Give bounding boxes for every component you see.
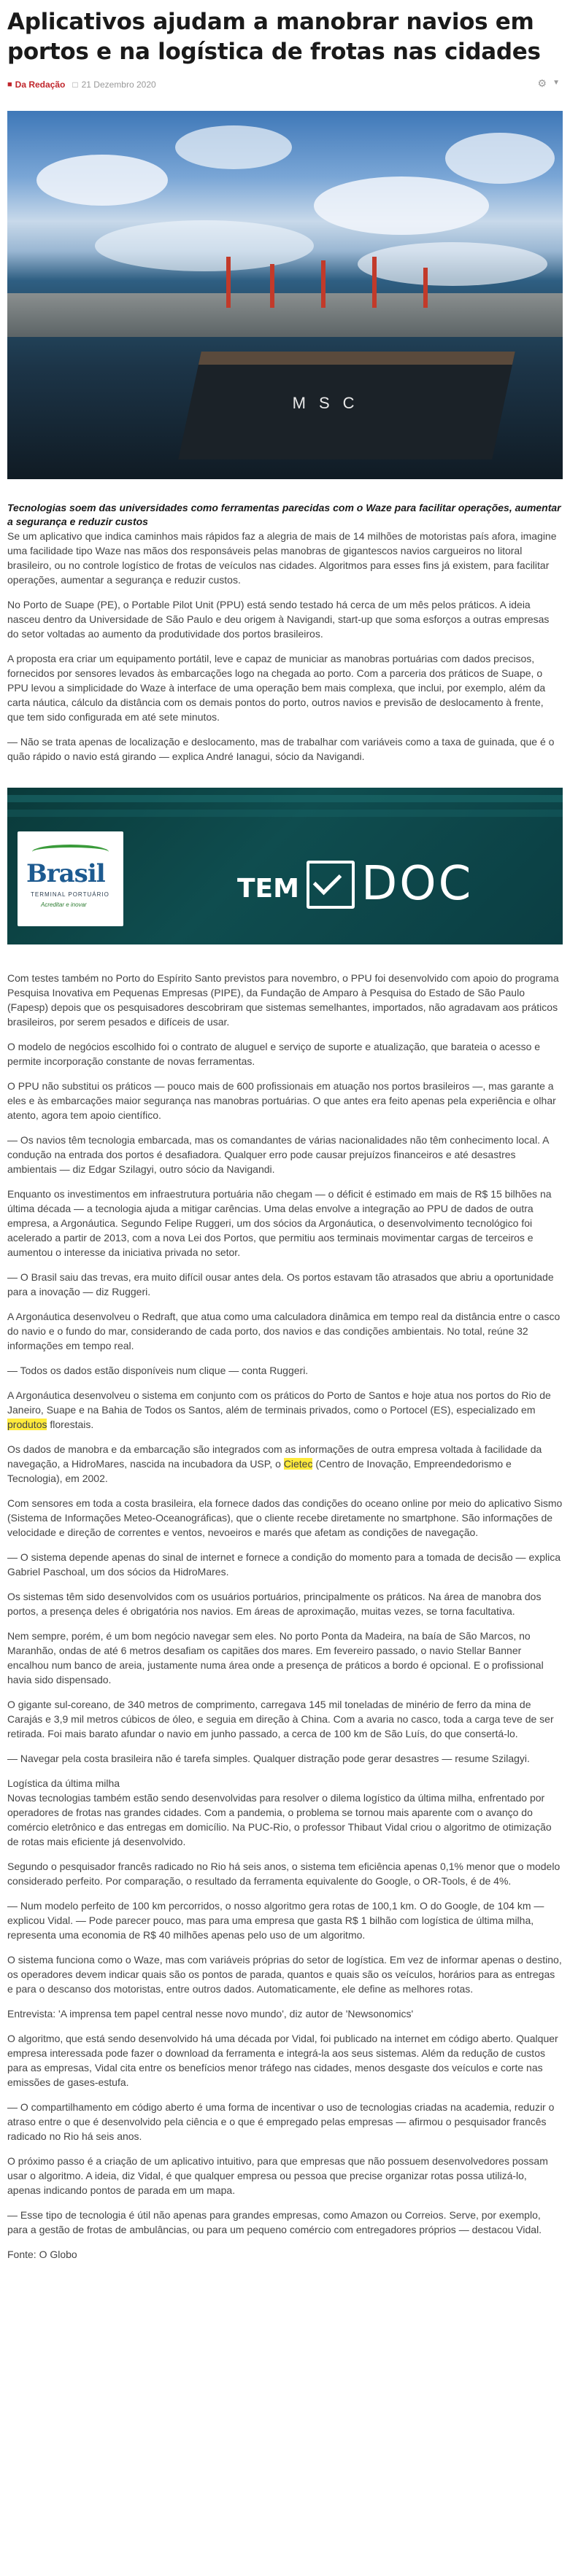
- logo-name: Brasil: [26, 859, 105, 888]
- paragraph: — O compartilhamento em código aberto é uma forma de incentivar o uso de tecnologias criadas na academia, reduzir o atraso entre o que é desenvolvido pela ciência e o que é empregado pelas empresas — afirmou o pesquisador francês radicado no Rio há seis anos.: [7, 2101, 555, 2142]
- paragraph: Com sensores em toda a costa brasileira, ela fornece dados das condições do oceano online por meio do aplicativo Sismo (Sistema de Informações Meteo-Oceanográficas), que o cliente recebe diretamente no smartphone. São informações de velocidade e direção de correntes e ventos, nevoeiros e marés que afetam as condições de navegação.: [7, 1497, 563, 1538]
- paragraph: O PPU não substitui os práticos — pouco mais de 600 profissionais em atuação nos portos brasileiros —, mas garante a eles e às embarcações maior segurança nas manobras portuárias. O que antes era feito apenas pela experiência e olhar atento, agora tem apoio científico.: [7, 1080, 556, 1121]
- section-heading: Logística da última milha: [7, 1777, 120, 1789]
- image-caption: Tecnologias soem das universidades como ferramentas parecidas com o Waze para facilitar operações, aumentar a segurança e reduzir custos: [7, 502, 561, 527]
- logo-sub: TERMINAL PORTUÁRIO: [31, 891, 109, 898]
- related-link[interactable]: Entrevista: 'A imprensa tem papel central nesse novo mundo', diz autor de 'Newsonomics': [7, 2008, 414, 2020]
- paragraph: Os dados de manobra e da embarcação são integrados com as informações de outra empresa voltada à facilidade da navegação, a HidroMares, nascida na incubadora da USP, o Cietec (Centro de Inovação, Empreendedorismo e Tecnologia), em 2002.: [7, 1443, 542, 1484]
- author-link[interactable]: Da Redação: [15, 79, 66, 90]
- paragraph: O algoritmo, que está sendo desenvolvido há uma década por Vidal, foi publicado na internet em código aberto. Qualquer empresa interessada pode fazer o download da ferramenta e integrá-la aos seus sistemas. Além da redução de custos para as empresas, Vidal cita entre os benefícios menor tráfego nas cidades, menos desgaste dos veículos e corte nas emissões de gases-estufa.: [7, 2033, 558, 2088]
- paragraph: Com testes também no Porto do Espírito Santo previstos para novembro, o PPU foi desenvolvido com apoio do programa Pesquisa Inovativa em Pequenas Empresas (PIPE), da Fundação de Amparo à Pesquisa do Estado de São Paulo (Fapesp) depois que os pesquisadores descobriram que sistemas semelhantes, importados, não agradavam aos práticos brasileiros, por serem pesados e difíceis de usar.: [7, 972, 559, 1028]
- article-meta: [7, 76, 563, 93]
- paragraph: — Os navios têm tecnologia embarcada, mas os comandantes de várias nacionalidades não têm conhecimento local. A condução na entrada dos portos é desafiadora. Qualquer erro pode causar prejuízos financeiros e até desastres ambientais — diz Edgar Szilagyi, outro sócio da Navigandi.: [7, 1134, 549, 1175]
- paragraph: Nem sempre, porém, é um bom negócio navegar sem eles. No porto Ponta da Madeira, na baía de São Marcos, no Maranhão, ondas de até 6 metros desafiam os capitães dos mares. Em fevereiro passado, o navio Stellar Banner encalhou num banco de areia, justamente numa área onde a presença de práticos a bordo é opcional. E o profissional havia sido dispensado.: [7, 1630, 544, 1685]
- paragraph: — O Brasil saiu das trevas, era muito difícil ousar antes dela. Os portos estavam tão atrasados que abriu a oportunidade para a inovação — diz Ruggeri.: [7, 1271, 554, 1297]
- paragraph: A Argonáutica desenvolveu o Redraft, que atua como uma calculadora dinâmica em tempo real da distância entre o casco do navio e o fundo do mar, considerando de cada porto, dos navios e das condições ambientais. No total, reúne 32 informações em tempo real.: [7, 1311, 561, 1351]
- paragraph: Segundo o pesquisador francês radicado no Rio há seis anos, o sistema tem eficiência apenas 0,1% menor que o modelo considerado perfeito. Por comparação, o resultado da ferramenta equivalente do Google, o OR-Tools, é de 4%.: [7, 1861, 561, 1887]
- paragraph: Novas tecnologias também estão sendo desenvolvidas para resolver o dilema logístico da última milha, enfrentado por operadores de frotas nas grandes cidades. Com a pandemia, o problema se tornou mais aparente com o avanço do comércio eletrônico e das entregas em domicílio. Na PUC-Rio, o professor Thibaut Vidal criou o algoritmo de otimização de rotas mais eficiente já desenvolvido.: [7, 1792, 552, 1847]
- highlighted-term: Cietec: [283, 1458, 313, 1470]
- paragraph: A proposta era criar um equipamento portátil, leve e capaz de municiar as manobras portuárias com dados precisos, fornecidos por sensores levados às embarcações logo na chegada ao porto. Com a parceria dos práticos de Suape, o PPU levou a simplicidade do Waze à interface de uma operação bem mais complexa, que inclui, por exemplo, além da carta náutica, cálculo da distância com os demais pontos do porto, outros navios e previsão de deslocamento à frente, que tem sido configurada em até sete minutos.: [7, 653, 546, 723]
- paragraph: Enquanto os investimentos em infraestrutura portuária não chegam — o déficit é estimado em mais de R$ 15 bilhões na última década — a tecnologia ajuda a mitigar carências. Uma delas envolve a integração ao PPU de dados de outra empresa, a Argonáutica. Segundo Felipe Ruggeri, um dos sócios da Argonáutica, o desenvolvimento tecnológico foi acelerado a partir de 2013, com a nova Lei dos Portos, que permitiu aos terminais movimentar cargas de terceiros e aumentou o interesse da iniciativa privada no setor.: [7, 1188, 552, 1258]
- paragraph: — Esse tipo de tecnologia é útil não apenas para grandes empresas, como Amazon ou Correios. Serve, por exemplo, para a gestão de frotas de ambulâncias, ou para um pequeno comércio com entregadores próprios — destacou Vidal.: [7, 2209, 542, 2235]
- article: [7, 7, 563, 2262]
- intro-paragraph: Se um aplicativo que indica caminhos mais rápidos faz a alegria de mais de 14 milhões de motoristas país afora, imagine uma facilidade tipo Waze nas mãos dos responsáveis pelas manobras de gigantescos navios cargueiros no litoral brasileiro, ou no controle logístico de frotas de veículos nas cidades. Algoritmos para esses fins já existem, para facilitar operações, aumentar a segurança e reduzir custos.: [7, 530, 557, 586]
- user-icon: ■: [7, 80, 12, 89]
- paragraph: No Porto de Suape (PE), o Portable Pilot Unit (PPU) está sendo testado há cerca de um mês pelos práticos. A ideia nasceu dentro da Universidade de São Paulo e deu origem à Navigandi, start-up que soma esforços a outras empresas do setor voltadas ao aumento da produtividade dos portos brasileiros.: [7, 599, 550, 640]
- paragraph: O próximo passo é a criação de um aplicativo intuitivo, para que empresas que não possuem desenvolvedores possam usar o algoritmo. A ideia, diz Vidal, é que qualquer empresa ou pessoa que precise organizar rotas possa utilizá-lo, apenas indicando pontos de parada em um mapa.: [7, 2155, 548, 2196]
- checkmark-icon: [307, 861, 355, 909]
- paragraph: — Todos os dados estão disponíveis num clique — conta Ruggeri.: [7, 1365, 309, 1376]
- paragraph: Os sistemas têm sido desenvolvidos com os usuários portuários, principalmente os práticos. Na área de manobra dos portos, a presença deles é obrigatória nos navios. Em áreas de aproximação, muitas vezes, se torna facultativa.: [7, 1591, 542, 1617]
- chevron-down-icon[interactable]: ▼: [552, 79, 560, 87]
- paragraph: O gigante sul-coreano, de 340 metros de comprimento, carregava 145 mil toneladas de minério de ferro da mina de Carajás e 3,9 mil metros cúbicos de óleo, e seguia em direção à China. Com a avaria no casco, toda a carga teve de ser retirada. Foi mais barato afundar o navio em junho passado, a cerca de 100 km de São Luís, do que consertá-lo.: [7, 1699, 554, 1739]
- banner-tem: TEM: [237, 874, 299, 904]
- paragraph: — Não se trata apenas de localização e deslocamento, mas de trabalhar com variáveis como a taxa de guinada, que é o quão rápido o navio está girando — explica André Ianagui, sócio da Navigandi.: [7, 736, 555, 762]
- article-date: 21 Dezembro 2020: [81, 79, 156, 90]
- logo-tagline: Acreditar e inovar: [41, 901, 87, 908]
- hero-image: [7, 111, 563, 479]
- article-title: Aplicativos ajudam a manobrar navios em portos e na logística de frotas nas cidades: [7, 9, 541, 65]
- paragraph: A Argonáutica desenvolveu o sistema em conjunto com os práticos do Porto de Santos e hoje atua nos portos do Rio de Janeiro, Suape e na Bahia de Todos os Santos, além de terminais privados, como o Portocel (ES), especializado em produtos florestais.: [7, 1389, 551, 1430]
- paragraph: — Num modelo perfeito de 100 km percorridos, o nosso algoritmo gera rotas de 100,1 km. O do Google, de 104 km — explicou Vidal. — Pode parecer pouco, mas para uma empresa que gasta R$ 1 bilhão com logística de última milha, representa uma economia de R$ 40 milhões apenas pelo uso de um algoritmo.: [7, 1900, 544, 1941]
- banner-doc: DOC: [361, 857, 474, 911]
- calendar-icon: □: [72, 79, 78, 90]
- paragraph: O sistema funciona como o Waze, mas com variáveis próprias do setor de logística. Em vez de informar apenas o destino, os operadores devem indicar quais são os pontos de parada, quantos e quais são os veículos, horários para as entregas e para o descanso dos motoristas, entre outros dados. Automaticamente, ele define as melhores rotas.: [7, 1954, 562, 1995]
- paragraph: — Navegar pela costa brasileira não é tarefa simples. Qualquer distração pode gerar desastres — resume Szilagyi.: [7, 1753, 530, 1764]
- ad-banner[interactable]: [7, 788, 563, 944]
- paragraph: — O sistema depende apenas do sinal de internet e fornece a condição do momento para a tomada de decisão — explica Gabriel Paschoal, um dos sócios da HidroMares.: [7, 1551, 561, 1578]
- gear-icon[interactable]: ⚙: [537, 77, 547, 89]
- paragraph: O modelo de negócios escolhido foi o contrato de aluguel e serviço de suporte e atualização, que barateia o acesso e permite incorporação constante de novas ferramentas.: [7, 1041, 541, 1067]
- source-line: Fonte: O Globo: [7, 2249, 77, 2260]
- brasil-terminal-logo: [18, 831, 123, 926]
- ship-label: MSC: [292, 394, 368, 412]
- highlighted-term: produtos: [7, 1419, 47, 1430]
